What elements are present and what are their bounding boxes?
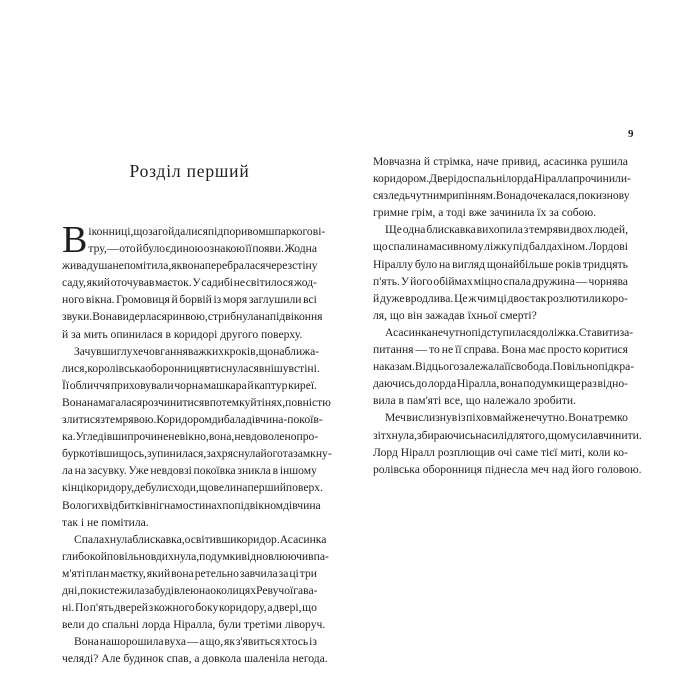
text-line: іконниці, що загойдалися під поривом шпаркого ві- [88, 225, 326, 238]
text-line: зітхнула, збираючись на силі для того, що мусила вчинити. [373, 428, 642, 442]
text-line: й дуже вродлива. Це ж чим ці двоє так розлютили коро- [373, 291, 628, 305]
text-line: п'ять. У його обіймах міцно спала дружина — чорнява [373, 274, 628, 288]
text-line: жива душа не помітила, як вона перебралася через стіну [62, 259, 318, 273]
left-column [62, 153, 332, 667]
page-number: 9 [628, 128, 634, 140]
text-line: ка. Угледівши прочинене вікно, вона, невдоволено про- [62, 430, 319, 444]
paragraph-3 [62, 531, 329, 634]
paragraph-2 [62, 343, 332, 531]
paragraph-1 [373, 153, 631, 221]
paragraph-1 [62, 219, 326, 261]
text-line: вила в пам'яті все, що належало зробити. [373, 394, 577, 408]
text-line: звуки. Вона видерлася ринвою, стрибнула на підвіконня [62, 310, 323, 324]
text-line: дні, поки стежила за будівлею на околицях Ревучої гава- [62, 583, 318, 597]
text-line: й за мить опинилася в коридорі другого поверху. [62, 327, 303, 341]
text-line: Лорд Ніралл розплющив очі саме тієї миті, коли ко- [373, 445, 628, 459]
text-line: Її обличчя приховували чорна машкара й каптур киреї. [62, 378, 317, 392]
text-line: даючись до лорда Ніралла, вона подумки ще раз відно- [373, 377, 628, 391]
text-line: ного вікна. Громовиця й борвій із моря заглушили всі [62, 293, 317, 307]
drop-cap: В [62, 219, 88, 261]
text-line: ля, що він зажадав їхньої смерті? [373, 308, 537, 322]
text-line: глибоко й повільно вдихнула, подумки відновлюючи в па- [62, 549, 329, 563]
paragraph-3 [373, 324, 635, 409]
text-line: вели до спальні лорда Ніралла, були третіми ліворуч. [62, 618, 326, 632]
text-line: кінці коридору, де були сходи, що вели на перший поверх. [62, 481, 323, 495]
text-line: Ще одна блискавка вихопила з темряви двох людей, [385, 223, 628, 237]
text-line: Спалахнула блискавка, освітивши коридор. Асасинка [74, 532, 327, 546]
text-line: Мовчазна й стрімка, наче привид, асасинка рушила [373, 155, 628, 168]
text-line: челяді? Але будинок спав, а довкола шаленіла негода. [62, 652, 328, 666]
paragraph-4 [373, 409, 642, 477]
right-column [373, 153, 642, 478]
text-line: злитися з темрявою. Коридором дибала дівчина-покоїв- [62, 413, 323, 427]
text-line: наказам. Від цього залежала її свобода. Повільно підкра- [373, 360, 635, 374]
text-line: ся з ледь чутним рипінням. Вона дочекалася, поки знову [373, 189, 630, 203]
paragraph-1-rest [62, 257, 323, 342]
text-line: тру, — ото й було єдиною ознакою її появи. Жодна [88, 242, 317, 256]
text-line: гримне грім, а тоді вже зачинила їх за собою. [373, 206, 597, 220]
text-line: Вологих відбитків ніг на мостинах попід вікном дівчина [62, 498, 321, 512]
text-line: Зачувши глухе човгання важких кроків, що наближа- [74, 344, 320, 358]
paragraph-2 [373, 221, 628, 324]
text-line: м'яті план маєтку, який вона ретельно завчила за ці три [62, 566, 317, 580]
text-line: так і не помітила. [62, 515, 149, 529]
text-line: лися, королівська оборонниця втиснулася в нішу в стіні. [62, 361, 320, 375]
text-line: Вона намагалася розчинитися в потемку й тінях, повністю [62, 395, 331, 409]
text-line: питання — то не її справа. Вона має просто коритися [373, 343, 628, 357]
paragraph-4 [62, 633, 328, 667]
text-line: саду, який оточував маєток. У садибі не світилося жод- [62, 276, 317, 290]
text-line: буркотівши щось, зупинилася, захряснула його та замкну- [62, 447, 332, 461]
text-line: Асасинка нечутно підступилася до ліжка. Ставити за- [385, 325, 634, 339]
text-line: Ніраллу було на вигляд щонайбільше років тридцять [373, 257, 628, 271]
text-line: Вона нашорошила вуха — а що, як з'явиться хтось із [74, 635, 317, 649]
text-line: ролівська оборонниця піднесла меч над його головою. [373, 462, 642, 476]
text-line: Меч вислизнув із піхов майже нечутно. Вона тремко [385, 411, 628, 425]
text-line: коридором. Двері до спальні лорда Ніралла прочинили- [373, 172, 631, 186]
text-line: ні. По п'ять дверей з кожного боку коридору, а двері, що [62, 601, 317, 615]
text-line: ла на засувку. Уже невдовзі покоївка зникла в іншому [62, 464, 317, 478]
chapter-title: Розділ перший [129, 161, 250, 181]
text-line: що спали на масивному ліжку під балдахіном. Лордові [373, 240, 628, 254]
